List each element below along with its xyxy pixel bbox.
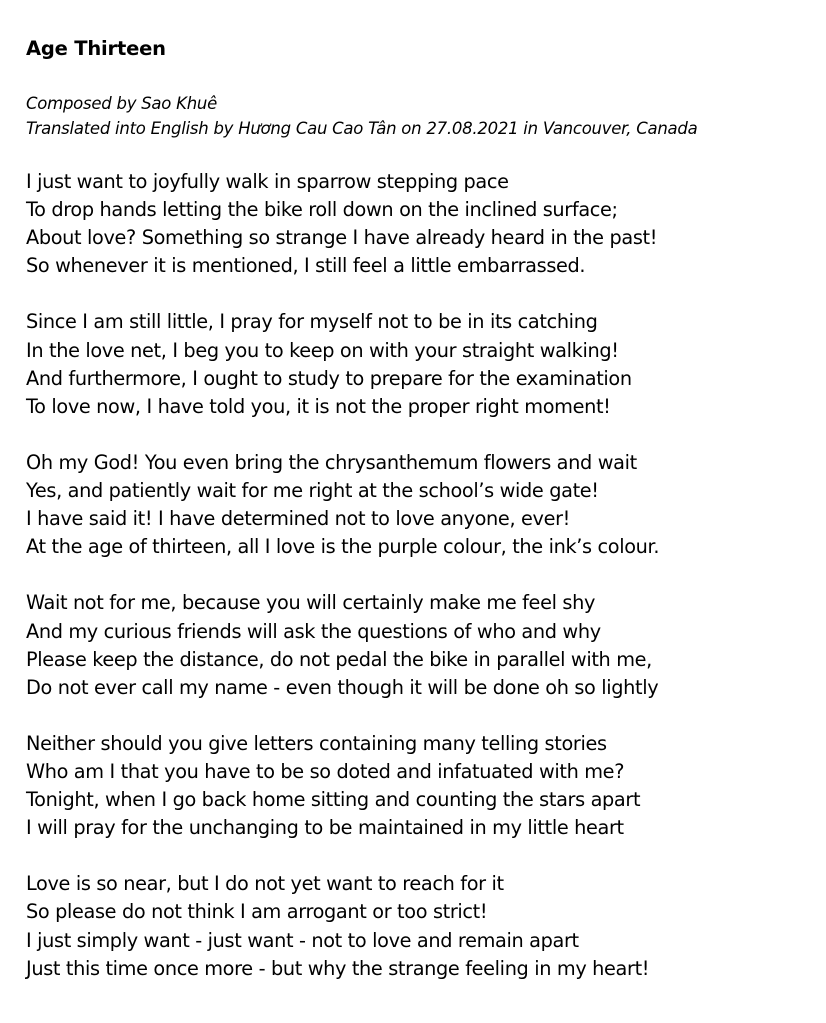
poem-line: So whenever it is mentioned, I still feel a little embarrassed. — [26, 254, 586, 278]
stanza-3 — [26, 449, 659, 561]
poem-line: About love? Something so strange I have already heard in the past! — [26, 226, 658, 250]
stanza-4 — [26, 589, 659, 701]
poem-line: I have said it! I have determined not to love anyone, ever! — [26, 507, 571, 531]
poem-line: I will pray for the unchanging to be maintained in my little heart — [26, 816, 624, 840]
poem-line: In the love net, I beg you to keep on with your straight walking! — [26, 338, 619, 362]
poem-line: So please do not think I am arrogant or too strict! — [26, 900, 488, 924]
stanza-5 — [26, 730, 659, 842]
stanza-2 — [26, 308, 659, 420]
poem-line: I just simply want - just want - not to love and remain apart — [26, 928, 579, 952]
poem-line: Neither should you give letters containing many telling stories — [26, 731, 607, 755]
poem-line: At the age of thirteen, all I love is the purple colour, the ink’s colour. — [26, 535, 660, 559]
poem-line: Love is so near, but I do not yet want to reach for it — [26, 872, 504, 896]
poem-line: Yes, and patiently wait for me right at the school’s wide gate! — [26, 479, 599, 503]
translator-credit: Translated into English by Hương Cau Cao Tân on 27.08.2021 in Vancouver, Canada — [26, 119, 698, 138]
poem-line: Please keep the distance, do not pedal the bike in parallel with me, — [26, 647, 652, 671]
composer-credit: Composed by Sao Khuê — [26, 94, 218, 113]
poem-line: Since I am still little, I pray for myself not to be in its catching — [26, 310, 598, 334]
poem-line: Who am I that you have to be so doted and infatuated with me? — [26, 759, 625, 783]
poem-line: Wait not for me, because you will certainly make me feel shy — [26, 591, 595, 615]
credits-block — [26, 91, 697, 141]
stanza-1 — [26, 168, 659, 280]
poem-title: Age Thirteen — [26, 37, 166, 60]
poem-line: Tonight, when I go back home sitting and counting the stars apart — [26, 788, 641, 812]
poem-line: I just want to joyfully walk in sparrow stepping pace — [26, 170, 509, 193]
poem-line: Oh my God! You even bring the chrysanthemum flowers and wait — [26, 450, 637, 474]
poem-line: And furthermore, I ought to study to prepare for the examination — [26, 366, 632, 390]
poem-line: And my curious friends will ask the questions of who and why — [26, 619, 601, 643]
poem-line: Do not ever call my name - even though it will be done oh so lightly — [26, 675, 659, 699]
poem-body — [26, 168, 659, 983]
stanza-6 — [26, 870, 659, 982]
poem-line: To drop hands letting the bike roll down on the inclined surface; — [26, 198, 618, 222]
poem-line: To love now, I have told you, it is not the proper right moment! — [26, 394, 611, 418]
poem-line: Just this time once more - but why the strange feeling in my heart! — [26, 956, 650, 980]
